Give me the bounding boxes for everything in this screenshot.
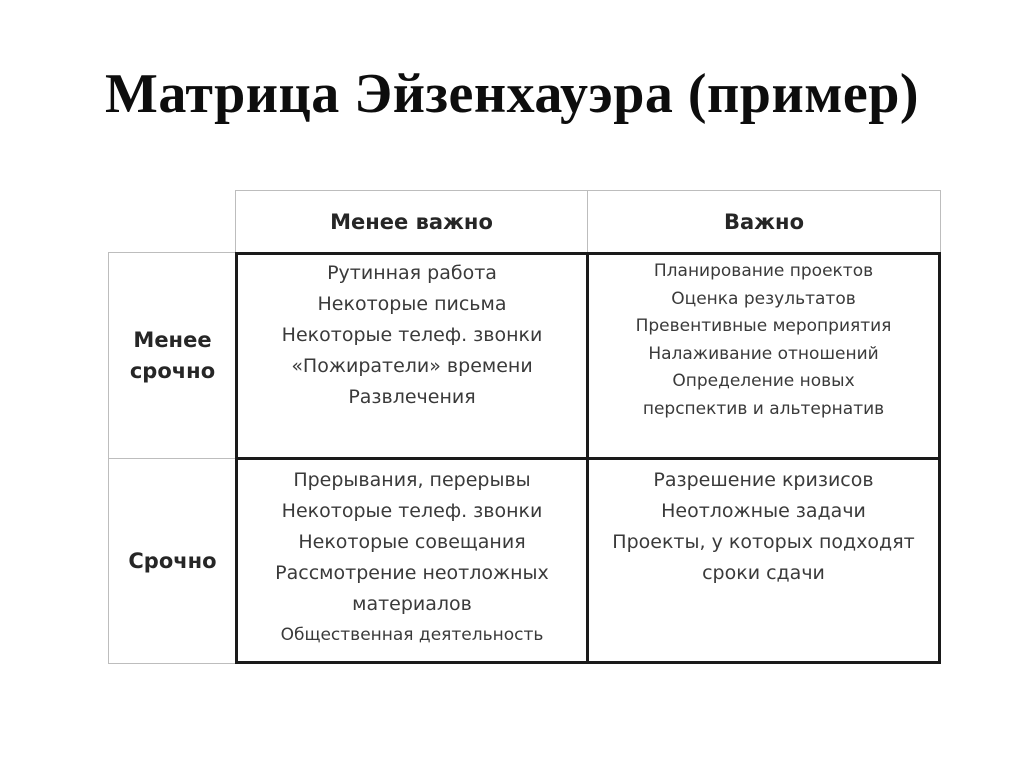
column-header-less-important: Менее важно xyxy=(235,190,588,252)
quadrant-item: Налаживание отношений xyxy=(648,343,879,364)
quadrant-urgent-important xyxy=(589,465,938,661)
quadrant-item: Общественная деятельность xyxy=(280,625,544,645)
column-header-important: Важно xyxy=(587,190,941,252)
quadrant-item: Некоторые совещания xyxy=(298,531,526,553)
quadrant-item: Рассмотрение неотложных xyxy=(275,562,549,584)
quadrant-item: Проекты, у которых подходят xyxy=(612,531,915,553)
quadrant-item: Некоторые письма xyxy=(317,293,507,315)
quadrant-item: Определение новых xyxy=(672,371,855,391)
quadrant-item: Некоторые телеф. звонки xyxy=(281,500,543,522)
matrix-horizontal-divider xyxy=(235,457,941,460)
matrix-corner-cell xyxy=(108,190,236,252)
row-header-urgent xyxy=(108,458,236,664)
quadrant-item: Рутинная работа xyxy=(327,262,497,284)
row-header-less-urgent-line-1: Менее xyxy=(133,328,212,352)
quadrant-less-urgent-less-important xyxy=(238,258,586,454)
row-header-urgent-line-1: Срочно xyxy=(128,548,217,573)
quadrant-item: Неотложные задачи xyxy=(661,500,866,522)
quadrant-item: сроки сдачи xyxy=(702,562,825,584)
quadrant-urgent-less-important xyxy=(238,465,586,661)
quadrant-item: Разрешение кризисов xyxy=(653,469,874,491)
quadrant-item: «Пожиратели» времени xyxy=(291,355,533,377)
quadrant-item: Некоторые телеф. звонки xyxy=(281,324,543,346)
quadrant-item: материалов xyxy=(352,593,472,615)
quadrant-item: перспектив и альтернатив xyxy=(642,398,885,419)
quadrant-item: Оценка результатов xyxy=(671,288,856,309)
row-header-less-urgent xyxy=(108,252,236,459)
quadrant-less-urgent-important xyxy=(589,258,938,454)
quadrant-item: Планирование проектов xyxy=(653,261,874,281)
quadrant-item: Прерывания, перерывы xyxy=(293,469,531,491)
quadrant-item: Превентивные мероприятия xyxy=(635,316,892,336)
row-header-less-urgent-line-2: срочно xyxy=(129,359,216,383)
quadrant-item: Развлечения xyxy=(348,386,476,408)
slide-title: Матрица Эйзенхауэра (пример) xyxy=(104,63,920,125)
